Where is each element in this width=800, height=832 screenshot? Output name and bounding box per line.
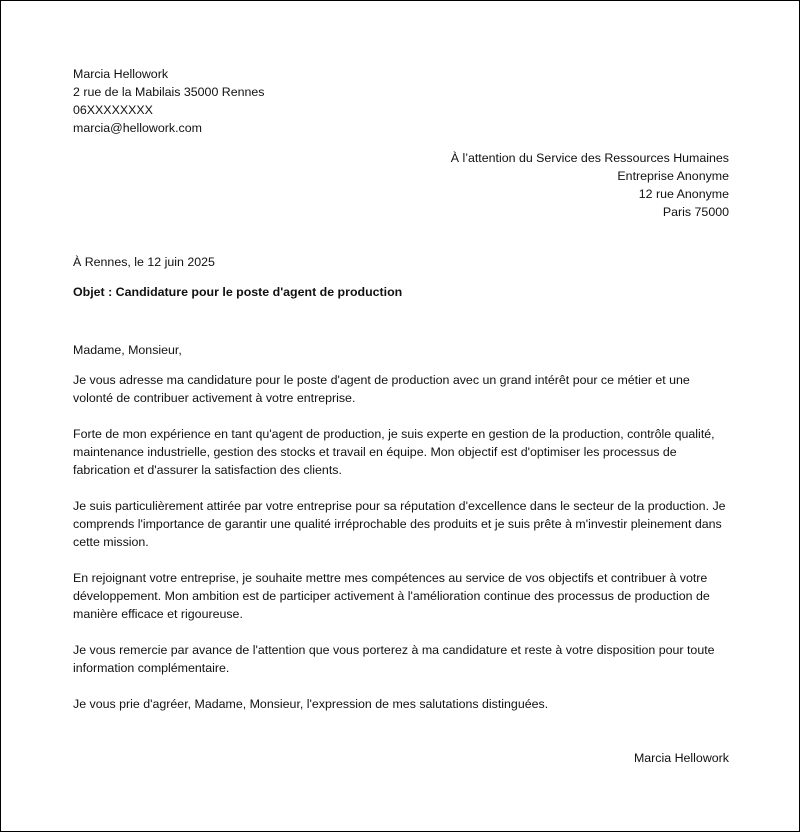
recipient-company: Entreprise Anonyme — [617, 169, 729, 183]
sender-phone: 06XXXXXXXX — [73, 103, 153, 117]
salutation: Madame, Monsieur, — [73, 343, 182, 357]
body-paragraph: En rejoignant votre entreprise, je souhaite mettre mes compétences au service de vos objectifs et contribuer à votre développement. Mon ambition est de participer activement à l'amélioration continue des processus de production de manière efficace et rigoureuse. — [73, 571, 710, 621]
recipient-attention: À l’attention du Service des Ressources Humaines — [450, 151, 729, 165]
date-line: À Rennes, le 12 juin 2025 — [73, 255, 215, 269]
subject-line: Objet : Candidature pour le poste d'agent de production — [73, 285, 403, 299]
sender-address: 2 rue de la Mabilais 35000 Rennes — [73, 85, 265, 99]
signature: Marcia Hellowork — [633, 751, 729, 765]
sender-block — [73, 65, 729, 137]
recipient-street: 12 rue Anonyme — [638, 187, 729, 201]
body-paragraph: Je vous adresse ma candidature pour le poste d'agent de production avec un grand intérêt pour ce métier et une volonté de contribuer activement à votre entreprise. — [73, 373, 690, 405]
recipient-city: Paris 75000 — [662, 205, 729, 219]
body-paragraph: Forte de mon expérience en tant qu'agent de production, je suis experte en gestion de la production, contrôle qualité, maintenance industrielle, gestion des stocks et travail en équipe. Mon objectif est d'optimiser les processus de fabrication et d'assurer la satisfaction des clients. — [73, 427, 715, 477]
body-paragraph: Je vous remercie par avance de l'attention que vous porterez à ma candidature et reste à votre disposition pour toute information complémentaire. — [73, 643, 715, 675]
recipient-block — [73, 149, 729, 221]
sender-name: Marcia Hellowork — [73, 67, 169, 81]
closing-formula: Je vous prie d'agréer, Madame, Monsieur, l'expression de mes salutations distinguées. — [73, 697, 549, 711]
sender-email: marcia@hellowork.com — [73, 121, 202, 135]
body-paragraph: Je suis particulièrement attirée par votre entreprise pour sa réputation d'excellence dans le secteur de la production. Je comprends l'importance de garantir une qualité irréprochable des produits et je suis prête à m'investir pleinement dans cette mission. — [73, 499, 726, 549]
